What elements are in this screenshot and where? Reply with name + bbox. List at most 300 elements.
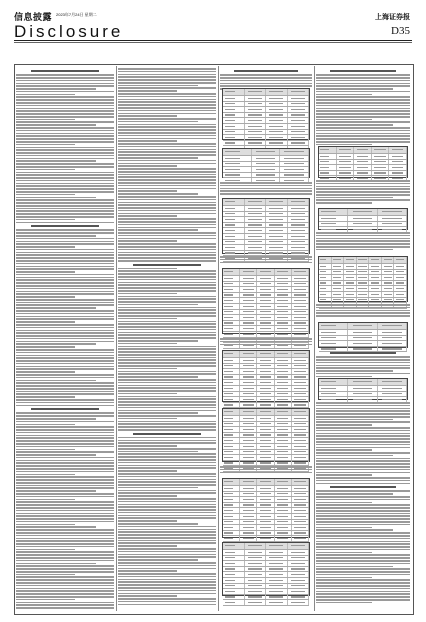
table-cell <box>319 165 337 170</box>
table-cell <box>275 450 292 455</box>
text-line <box>316 449 372 451</box>
text-line <box>118 481 216 483</box>
table-cell <box>332 286 345 291</box>
text-line <box>16 216 114 218</box>
table-cell <box>382 264 395 269</box>
text-line <box>118 79 216 81</box>
text-line <box>118 176 216 178</box>
text-line <box>16 180 114 182</box>
text-line <box>118 182 216 184</box>
table-cell <box>344 286 357 291</box>
table-cell <box>292 315 309 320</box>
text-line <box>118 210 216 212</box>
table-cell <box>223 561 245 566</box>
table-cell <box>266 102 288 107</box>
table-cell <box>257 332 274 337</box>
table-cell <box>240 369 257 374</box>
table-cell <box>223 589 245 594</box>
table-cell <box>240 386 257 391</box>
text-block <box>316 402 410 604</box>
text-line <box>118 107 216 109</box>
text-line <box>118 590 216 592</box>
text-line <box>118 490 216 492</box>
table-cell <box>223 479 240 485</box>
text-line <box>16 330 114 332</box>
table-cell <box>245 199 267 205</box>
text-line <box>118 270 216 272</box>
table-cell <box>275 332 292 337</box>
table-cell <box>357 270 370 275</box>
table-cell <box>266 543 288 549</box>
table-cell <box>292 531 309 536</box>
table-cell <box>257 438 274 443</box>
text-line <box>118 204 216 206</box>
table-cell <box>245 251 267 256</box>
text-line <box>16 588 114 590</box>
text-line <box>118 459 216 461</box>
table-cell <box>275 369 292 374</box>
table-cell <box>319 330 348 335</box>
text-line <box>316 521 410 523</box>
text-line <box>16 388 114 390</box>
text-line <box>16 563 96 565</box>
text-line <box>16 468 114 470</box>
table-header-row <box>319 379 407 386</box>
table-cell <box>257 351 274 357</box>
table-cell <box>223 326 240 331</box>
text-line <box>220 256 312 258</box>
table-cell <box>275 326 292 331</box>
text-line <box>16 160 96 162</box>
text-line <box>118 287 216 289</box>
text-line <box>316 416 410 418</box>
data-table <box>222 268 310 334</box>
table-cell <box>245 595 267 600</box>
text-line <box>16 551 114 553</box>
table-cell <box>292 287 309 292</box>
table-cell <box>223 113 245 118</box>
text-line <box>118 188 216 190</box>
text-line <box>316 460 410 462</box>
table-cell <box>257 531 274 536</box>
table-cell <box>275 508 292 513</box>
table-cell <box>275 269 292 275</box>
table-cell <box>288 543 310 549</box>
table-cell <box>275 397 292 402</box>
table-cell <box>245 96 267 101</box>
text-line <box>16 293 114 295</box>
text-line <box>16 266 114 268</box>
table-cell <box>266 595 288 600</box>
text-line <box>316 524 410 526</box>
text-line <box>316 472 410 474</box>
text-line <box>16 310 114 312</box>
table-cell <box>275 444 292 449</box>
table-cell <box>319 286 332 291</box>
text-line <box>118 227 216 229</box>
table-cell <box>266 199 288 205</box>
table-cell <box>292 392 309 397</box>
text-line <box>316 566 393 568</box>
table-cell <box>245 135 267 140</box>
text-line <box>16 222 114 224</box>
text-line <box>16 462 114 464</box>
text-line <box>316 83 410 85</box>
text-line <box>316 529 393 531</box>
table-cell <box>240 492 257 497</box>
table-cell <box>257 375 274 380</box>
text-line <box>316 410 410 412</box>
table-cell <box>319 154 337 159</box>
table-cell <box>223 162 252 167</box>
table-cell <box>223 228 245 233</box>
table-cell <box>319 336 348 341</box>
text-line <box>316 510 410 512</box>
table-cell <box>245 245 267 250</box>
table-cell <box>257 514 274 519</box>
text-line <box>118 467 216 469</box>
table-cell <box>378 216 407 221</box>
table-cell <box>292 332 309 337</box>
text-line <box>16 568 114 570</box>
text-line <box>118 304 198 306</box>
table-cell <box>223 438 240 443</box>
text-line <box>316 402 410 404</box>
text-line <box>16 210 114 212</box>
table-cell <box>252 156 281 161</box>
text-line <box>16 99 114 101</box>
table-cell <box>245 556 267 561</box>
table-cell <box>252 173 281 178</box>
table-cell <box>266 589 288 594</box>
text-line <box>118 85 198 87</box>
table-cell <box>378 330 407 335</box>
text-line <box>118 218 216 220</box>
text-line <box>316 557 410 559</box>
table-cell <box>292 358 309 363</box>
text-line <box>118 426 216 428</box>
text-line <box>118 418 177 420</box>
table-cell <box>223 212 245 217</box>
table-cell <box>266 206 288 211</box>
text-line <box>316 96 410 98</box>
table-cell <box>280 162 309 167</box>
table-cell <box>382 298 395 303</box>
text-line <box>118 185 216 187</box>
text-line <box>118 548 216 550</box>
text-line <box>316 108 410 110</box>
table-cell <box>292 508 309 513</box>
text-line <box>316 88 393 90</box>
table-cell <box>394 270 407 275</box>
text-line <box>220 193 312 195</box>
text-line <box>16 399 114 401</box>
table-cell <box>223 520 240 525</box>
text-line <box>316 582 410 584</box>
table-cell <box>223 578 245 583</box>
text-line <box>316 469 410 471</box>
text-line <box>16 507 114 509</box>
table-cell <box>257 433 274 438</box>
text-line <box>118 240 177 242</box>
text-line <box>220 472 312 474</box>
table-cell <box>382 257 395 263</box>
table-cell <box>240 351 257 357</box>
table-cell <box>257 298 274 303</box>
table-header-row <box>319 323 407 330</box>
table-cell <box>223 304 240 309</box>
table-cell <box>369 270 382 275</box>
table-header-row <box>223 269 309 276</box>
table-cell <box>240 455 257 460</box>
text-line <box>16 296 75 298</box>
table-cell <box>288 96 310 101</box>
table-cell <box>275 293 292 298</box>
table-cell <box>223 392 240 397</box>
text-line <box>316 186 410 188</box>
table-cell <box>266 572 288 577</box>
table-cell <box>240 536 257 541</box>
text-line <box>16 607 114 609</box>
text-line <box>118 99 216 101</box>
table-cell <box>257 508 274 513</box>
text-line <box>316 235 410 237</box>
table-cell <box>389 165 407 170</box>
text-line <box>316 444 410 446</box>
table-cell <box>257 392 274 397</box>
text-line <box>316 466 410 468</box>
table-cell <box>245 89 267 95</box>
table-cell <box>292 486 309 491</box>
table-cell <box>257 369 274 374</box>
text-line <box>118 90 177 92</box>
text-line <box>316 199 410 201</box>
text-line <box>118 337 216 339</box>
table-cell <box>223 135 245 140</box>
text-line <box>16 141 114 143</box>
text-line <box>118 168 216 170</box>
text-line <box>118 149 216 151</box>
table-cell <box>292 293 309 298</box>
text-line <box>118 146 216 148</box>
table-cell <box>292 497 309 502</box>
text-line <box>118 385 216 387</box>
table-cell <box>372 171 390 176</box>
text-line <box>118 309 216 311</box>
text-line <box>16 254 114 256</box>
text-line <box>118 415 216 417</box>
table-cell <box>275 304 292 309</box>
text-line <box>118 537 216 539</box>
table-cell <box>223 351 240 357</box>
table-cell <box>292 450 309 455</box>
text-line <box>118 359 216 361</box>
text-line <box>16 402 114 404</box>
text-line <box>118 174 216 176</box>
text-line <box>316 240 410 242</box>
text-line <box>118 598 216 600</box>
text-line <box>118 581 216 583</box>
text-line <box>316 194 410 196</box>
table-cell <box>292 438 309 443</box>
text-line <box>16 304 114 306</box>
text-line <box>316 315 410 317</box>
text-line <box>118 456 216 458</box>
text-line <box>316 447 410 449</box>
text-line <box>118 504 216 506</box>
text-line <box>316 408 410 410</box>
text-line <box>316 543 410 545</box>
table-cell <box>319 216 348 221</box>
text-line <box>16 260 114 262</box>
table-row <box>223 600 309 606</box>
text-line <box>118 151 216 153</box>
text-block <box>118 68 216 606</box>
text-line <box>118 376 198 378</box>
table-cell <box>266 135 288 140</box>
text-block <box>316 232 410 251</box>
table-cell <box>275 386 292 391</box>
table-cell <box>240 479 257 485</box>
table-cell <box>266 130 288 135</box>
table-cell <box>292 351 309 357</box>
table-cell <box>378 341 407 346</box>
table-cell <box>240 503 257 508</box>
text-line <box>316 373 410 375</box>
text-line <box>118 506 216 508</box>
text-line <box>316 359 410 361</box>
text-line <box>118 540 216 542</box>
table-cell <box>223 149 252 155</box>
text-line <box>316 424 372 426</box>
text-line <box>316 549 410 551</box>
text-line <box>316 243 410 245</box>
table-cell <box>292 461 309 466</box>
table-cell <box>288 578 310 583</box>
table-cell <box>266 124 288 129</box>
text-line <box>118 213 216 215</box>
table-header-row <box>223 89 309 96</box>
table-cell <box>245 217 267 222</box>
table-cell <box>223 276 240 281</box>
table-cell <box>245 113 267 118</box>
text-line <box>118 348 216 350</box>
table-cell <box>223 595 245 600</box>
text-line <box>16 185 114 187</box>
text-line <box>16 96 114 98</box>
text-line <box>16 121 114 123</box>
text-block <box>316 304 410 318</box>
text-line <box>16 479 114 481</box>
table-cell <box>369 298 382 303</box>
table-cell <box>223 217 245 222</box>
table-header-row <box>223 199 309 206</box>
text-line <box>118 562 216 564</box>
text-line <box>316 527 372 529</box>
table-cell <box>223 600 245 605</box>
text-line <box>330 486 396 488</box>
table-cell <box>275 461 292 466</box>
table-cell <box>372 147 390 153</box>
table-cell <box>275 536 292 541</box>
text-line <box>118 96 216 98</box>
table-cell <box>240 392 257 397</box>
table-cell <box>240 298 257 303</box>
table-cell <box>292 409 309 415</box>
text-line <box>16 371 75 373</box>
text-line <box>118 473 216 475</box>
table-cell <box>223 287 240 292</box>
table-cell <box>275 375 292 380</box>
issue-date: 2023年7月24日 星期二 <box>56 12 97 17</box>
table-cell <box>337 154 355 159</box>
text-line <box>316 312 410 314</box>
text-line <box>118 520 177 522</box>
text-line <box>316 518 410 520</box>
table-cell <box>292 455 309 460</box>
table-cell <box>223 321 240 326</box>
text-line <box>118 257 216 259</box>
table-cell <box>319 341 348 346</box>
text-line <box>118 235 216 237</box>
text-line <box>118 559 198 561</box>
table-cell <box>240 269 257 275</box>
text-line <box>16 229 114 231</box>
table-cell <box>292 269 309 275</box>
table-cell <box>240 508 257 513</box>
table-cell <box>319 147 337 153</box>
table-cell <box>319 209 348 215</box>
table-cell <box>223 397 240 402</box>
table-cell <box>389 171 407 176</box>
table-cell <box>292 525 309 530</box>
text-line <box>316 568 410 570</box>
text-line <box>16 158 114 160</box>
text-line <box>16 124 96 126</box>
table-cell <box>240 375 257 380</box>
table-cell <box>288 550 310 555</box>
table-cell <box>266 113 288 118</box>
text-line <box>16 532 114 534</box>
text-line <box>118 332 216 334</box>
table-cell <box>266 234 288 239</box>
table-header-row <box>319 209 407 216</box>
data-table <box>318 146 408 178</box>
table-cell <box>240 531 257 536</box>
text-line <box>118 442 216 444</box>
text-line <box>316 127 410 129</box>
text-line <box>118 196 216 198</box>
table-cell <box>223 223 245 228</box>
table-cell <box>332 270 345 275</box>
text-line <box>31 70 100 72</box>
text-line <box>118 190 177 192</box>
table-cell <box>292 536 309 541</box>
text-line <box>16 363 114 365</box>
table-cell <box>344 270 357 275</box>
table-cell <box>332 298 345 303</box>
table-cell <box>394 286 407 291</box>
text-line <box>118 268 177 270</box>
table-cell <box>257 409 274 415</box>
table-cell <box>275 276 292 281</box>
table-cell <box>266 89 288 95</box>
table-cell <box>223 455 240 460</box>
table-cell <box>240 287 257 292</box>
text-line <box>316 183 410 185</box>
table-cell <box>240 450 257 455</box>
table-cell <box>337 160 355 165</box>
